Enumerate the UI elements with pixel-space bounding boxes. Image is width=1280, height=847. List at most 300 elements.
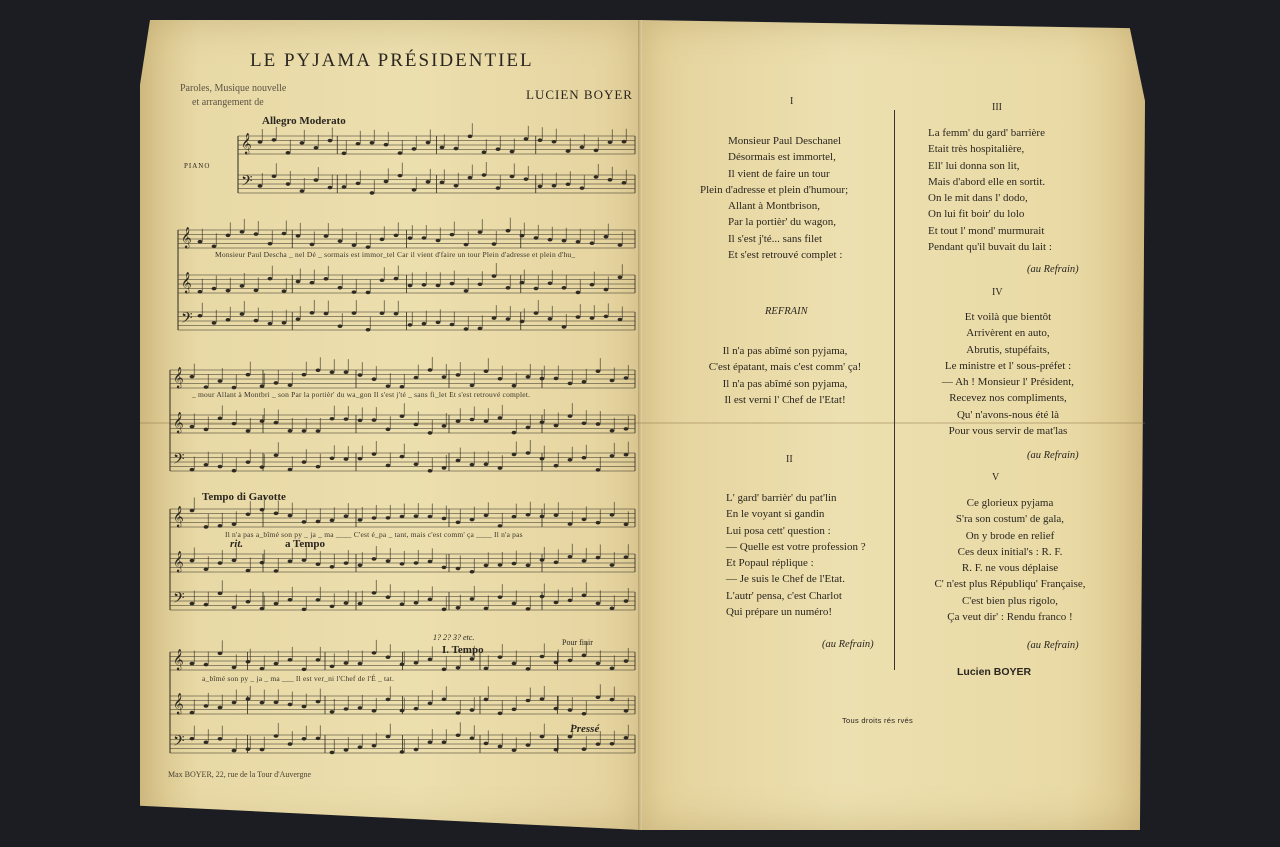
verse-1-number: I xyxy=(790,96,794,107)
note-head xyxy=(358,602,363,606)
verse-line: C'est bien plus rigolo, xyxy=(961,594,1059,607)
note-head xyxy=(288,429,293,433)
note-head xyxy=(408,284,413,288)
note-head xyxy=(398,151,403,155)
au-refrain-2: (au Refrain) xyxy=(822,639,874,650)
note-head xyxy=(246,697,251,701)
note-head xyxy=(526,699,531,703)
note-head xyxy=(344,370,349,374)
song-title: LE PYJAMA PRÉSIDENTIEL xyxy=(250,50,534,71)
note-head xyxy=(218,561,223,565)
refrain-line: Il n'a pas abîmé son pyjama, xyxy=(722,377,848,390)
verse-line: Pendant qu'il buvait du lait : xyxy=(928,241,1052,254)
note-head xyxy=(576,315,581,319)
note-head xyxy=(512,515,517,519)
note-head xyxy=(436,284,441,288)
verse-line: Désormais est immortel, xyxy=(728,151,836,164)
note-head xyxy=(232,522,237,526)
note-head xyxy=(400,515,405,519)
note-head xyxy=(358,563,363,567)
note-head xyxy=(268,242,273,246)
note-head xyxy=(246,512,251,516)
verse-line: — Ah ! Monsieur l' Président, xyxy=(941,376,1075,389)
note-head xyxy=(456,419,461,423)
note-head xyxy=(506,229,511,233)
note-head xyxy=(470,384,475,388)
note-head xyxy=(498,466,503,470)
note-head xyxy=(274,512,279,516)
note-head xyxy=(498,524,503,528)
note-head xyxy=(596,521,601,525)
note-head xyxy=(470,463,475,467)
note-head xyxy=(328,139,333,143)
note-head xyxy=(526,451,531,455)
clef-icon: 𝄢 xyxy=(173,732,185,754)
note-head xyxy=(198,240,203,244)
note-head xyxy=(190,662,195,666)
note-head xyxy=(380,278,385,282)
note-head xyxy=(512,708,517,712)
note-head xyxy=(310,311,315,315)
note-head xyxy=(316,598,321,602)
note-head xyxy=(386,464,391,468)
clef-icon: 𝄞 xyxy=(173,551,184,573)
note-head xyxy=(190,468,195,472)
note-head xyxy=(454,147,459,151)
clef-icon: 𝄞 xyxy=(181,272,192,294)
note-head xyxy=(456,606,461,610)
note-head xyxy=(218,417,223,421)
note-head xyxy=(268,322,273,326)
note-head xyxy=(344,707,349,711)
note-head xyxy=(492,316,497,320)
note-head xyxy=(342,152,347,156)
note-head xyxy=(624,659,629,663)
note-head xyxy=(232,666,237,670)
verse-line: Monsieur Paul Deschanel xyxy=(728,135,842,147)
note-head xyxy=(440,181,445,185)
note-head xyxy=(302,373,307,377)
note-head xyxy=(246,569,251,573)
note-head xyxy=(562,239,567,243)
note-head xyxy=(414,423,419,427)
note-head xyxy=(412,188,417,192)
note-head xyxy=(548,281,553,285)
note-head xyxy=(204,428,209,432)
verse-line: On y brode en relief xyxy=(965,529,1055,542)
note-head xyxy=(386,427,391,431)
note-head xyxy=(540,697,545,701)
note-head xyxy=(548,317,553,321)
note-head xyxy=(426,141,431,145)
note-head xyxy=(540,655,545,659)
note-head xyxy=(450,323,455,327)
note-head xyxy=(246,373,251,377)
note-head xyxy=(218,379,223,383)
note-head xyxy=(260,748,265,752)
note-head xyxy=(316,737,321,741)
tempo-marking-2: Tempo di Gavotte xyxy=(202,491,286,503)
note-head xyxy=(428,368,433,372)
note-head xyxy=(372,591,377,595)
publisher-line: Max BOYER, 22, rue de la Tour d'Auvergne xyxy=(168,770,312,779)
note-head xyxy=(624,453,629,457)
note-head xyxy=(400,562,405,566)
clef-icon: 𝄞 xyxy=(173,412,184,434)
note-head xyxy=(400,455,405,459)
note-head xyxy=(232,749,237,753)
note-head xyxy=(554,464,559,468)
note-head xyxy=(422,236,427,240)
note-head xyxy=(372,418,377,422)
note-head xyxy=(506,286,511,290)
note-head xyxy=(470,597,475,601)
note-head xyxy=(218,652,223,656)
refrain-line: Il est verni l' Chef de l'Etat! xyxy=(724,393,846,406)
note-head xyxy=(240,284,245,288)
note-head xyxy=(232,606,237,610)
note-head xyxy=(596,422,601,426)
note-head xyxy=(218,592,223,596)
note-head xyxy=(520,320,525,324)
note-head xyxy=(512,384,517,388)
verse-line: Ce glorieux pyjama xyxy=(966,497,1054,509)
note-head xyxy=(358,518,363,522)
note-head xyxy=(414,707,419,711)
note-head xyxy=(512,431,517,435)
note-head xyxy=(484,564,489,568)
note-head xyxy=(498,416,503,420)
note-head xyxy=(610,667,615,671)
note-head xyxy=(260,607,265,611)
column-separator xyxy=(894,110,895,670)
note-head xyxy=(356,142,361,146)
note-head xyxy=(386,384,391,388)
note-head xyxy=(324,277,329,281)
lyrics-line-2: _ mour Allant à Montbri _ son Par la portièr' du wa_gon Il s'est j'té _ sans fi_let Et s'est retrouvé complet. xyxy=(192,390,531,399)
refrain-line: C'est épatant, mais c'est comm' ça! xyxy=(708,361,862,374)
note-head xyxy=(484,419,489,423)
note-head xyxy=(316,520,321,524)
note-head xyxy=(590,316,595,320)
note-head xyxy=(272,174,277,178)
presse-marking: Pressé xyxy=(570,723,600,735)
note-head xyxy=(190,602,195,606)
note-head xyxy=(260,701,265,705)
note-head xyxy=(372,452,377,456)
note-head xyxy=(400,750,405,754)
verse-line: — Je suis le Chef de l'Etat. xyxy=(726,573,845,586)
note-head xyxy=(622,140,627,144)
piano-label: PIANO xyxy=(184,162,211,170)
tempo-marking-1: Allegro Moderato xyxy=(262,115,346,127)
note-head xyxy=(386,559,391,563)
note-head xyxy=(510,150,515,154)
note-head xyxy=(428,598,433,602)
note-head xyxy=(302,558,307,562)
note-head xyxy=(282,321,287,325)
note-head xyxy=(190,737,195,741)
note-head xyxy=(538,185,543,189)
verse-line: Recevez nos compliments, xyxy=(949,392,1067,405)
note-head xyxy=(372,709,377,713)
credit-line-1: Paroles, Musique nouvelle xyxy=(180,83,287,94)
note-head xyxy=(204,603,209,607)
note-head xyxy=(540,457,545,461)
note-head xyxy=(212,244,217,248)
note-head xyxy=(540,735,545,739)
note-head xyxy=(414,561,419,565)
note-head xyxy=(512,562,517,566)
note-head xyxy=(520,281,525,285)
note-head xyxy=(288,658,293,662)
note-head xyxy=(568,522,573,526)
note-head xyxy=(428,560,433,564)
note-head xyxy=(330,370,335,374)
note-head xyxy=(344,514,349,518)
verse-line: Il s'est j'té... sans filet xyxy=(728,232,823,245)
note-head xyxy=(456,459,461,463)
note-head xyxy=(258,140,263,144)
note-head xyxy=(442,375,447,379)
note-head xyxy=(190,375,195,379)
note-head xyxy=(610,429,615,433)
verse-line: Qu' n'avons-nous été là xyxy=(956,408,1060,421)
verse-5-number: V xyxy=(992,472,1000,483)
note-head xyxy=(286,182,291,186)
note-head xyxy=(484,667,489,671)
note-head xyxy=(296,234,301,238)
note-head xyxy=(610,379,615,383)
note-head xyxy=(254,232,259,236)
verse-line: Etait très hospitalière, xyxy=(928,143,1025,156)
note-head xyxy=(358,457,363,461)
note-head xyxy=(498,745,503,749)
note-head xyxy=(484,514,489,518)
clef-icon: 𝄞 xyxy=(173,506,184,528)
note-head xyxy=(372,651,377,655)
note-head xyxy=(372,377,377,381)
note-head xyxy=(288,468,293,472)
au-refrain-3: (au Refrain) xyxy=(1027,264,1079,275)
note-head xyxy=(400,602,405,606)
note-head xyxy=(484,742,489,746)
note-head xyxy=(470,570,475,574)
note-head xyxy=(240,230,245,234)
note-head xyxy=(338,239,343,243)
note-head xyxy=(218,737,223,741)
note-head xyxy=(288,383,293,387)
note-head xyxy=(198,290,203,294)
note-head xyxy=(316,700,321,704)
note-head xyxy=(582,747,587,751)
note-head xyxy=(470,657,475,661)
note-head xyxy=(582,456,587,460)
note-head xyxy=(398,174,403,178)
note-head xyxy=(342,185,347,189)
verse-line: Et Popaul réplique : xyxy=(726,557,814,570)
verse-line: Il vient de faire un tour xyxy=(728,167,830,180)
note-head xyxy=(358,419,363,423)
note-head xyxy=(282,232,287,236)
note-head xyxy=(428,515,433,519)
note-head xyxy=(428,658,433,662)
note-head xyxy=(316,465,321,469)
clef-icon: 𝄞 xyxy=(173,367,184,389)
note-head xyxy=(218,465,223,469)
verse-line: La femm' du gard' barrière xyxy=(928,127,1045,139)
note-head xyxy=(408,323,413,327)
note-head xyxy=(512,453,517,457)
note-head xyxy=(568,659,573,663)
verse-3 xyxy=(928,125,1052,255)
note-head xyxy=(372,744,377,748)
verse-1 xyxy=(700,133,849,263)
note-head xyxy=(618,243,623,247)
note-head xyxy=(400,709,405,713)
note-head xyxy=(498,377,503,381)
clef-icon: 𝄞 xyxy=(181,227,192,249)
note-head xyxy=(288,514,293,518)
note-head xyxy=(328,186,333,190)
note-head xyxy=(226,318,231,322)
note-head xyxy=(436,321,441,325)
note-head xyxy=(288,703,293,707)
note-head xyxy=(624,427,629,431)
note-head xyxy=(568,555,573,559)
note-head xyxy=(582,518,587,522)
note-head xyxy=(190,509,195,513)
note-head xyxy=(246,660,251,664)
note-head xyxy=(610,563,615,567)
note-head xyxy=(302,668,307,672)
note-head xyxy=(496,147,501,151)
note-head xyxy=(302,460,307,464)
note-head xyxy=(314,146,319,150)
note-head xyxy=(414,376,419,380)
note-head xyxy=(412,147,417,151)
note-head xyxy=(370,141,375,145)
note-head xyxy=(566,182,571,186)
note-head xyxy=(554,561,559,565)
verse-line: En le voyant si gandin xyxy=(726,508,825,521)
note-head xyxy=(246,747,251,751)
note-head xyxy=(218,524,223,528)
verse-2 xyxy=(726,490,866,620)
note-head xyxy=(464,289,469,293)
note-head xyxy=(296,280,301,284)
note-head xyxy=(526,426,531,430)
note-head xyxy=(386,698,391,702)
verse-line: Mais d'abord elle en sortit. xyxy=(928,175,1046,188)
note-head xyxy=(226,289,231,293)
note-head xyxy=(358,662,363,666)
note-head xyxy=(548,238,553,242)
note-head xyxy=(282,289,287,293)
note-head xyxy=(554,601,559,605)
note-head xyxy=(534,311,539,315)
note-head xyxy=(414,462,419,466)
au-refrain-4: (au Refrain) xyxy=(1027,450,1079,461)
note-head xyxy=(554,424,559,428)
note-head xyxy=(300,189,305,193)
verse-line: R. F. ne vous déplaise xyxy=(961,562,1059,575)
note-head xyxy=(436,239,441,243)
note-head xyxy=(372,557,377,561)
note-head xyxy=(618,275,623,279)
note-head xyxy=(344,661,349,665)
note-head xyxy=(310,243,315,247)
note-head xyxy=(344,417,349,421)
note-head xyxy=(428,431,433,435)
note-head xyxy=(372,516,377,520)
author-name: LUCIEN BOYER xyxy=(526,87,633,102)
note-head xyxy=(274,569,279,573)
note-head xyxy=(330,456,335,460)
note-head xyxy=(526,667,531,671)
note-head xyxy=(582,594,587,598)
note-head xyxy=(274,701,279,705)
note-head xyxy=(624,599,629,603)
note-head xyxy=(414,748,419,752)
note-head xyxy=(554,707,559,711)
note-head xyxy=(482,173,487,177)
note-head xyxy=(596,742,601,746)
note-head xyxy=(596,556,601,560)
clef-icon: 𝄢 xyxy=(241,172,253,194)
note-head xyxy=(302,705,307,709)
note-head xyxy=(400,414,405,418)
note-head xyxy=(302,520,307,524)
note-head xyxy=(484,698,489,702)
note-head xyxy=(274,662,279,666)
note-head xyxy=(624,736,629,740)
note-head xyxy=(274,421,279,425)
note-head xyxy=(394,277,399,281)
note-head xyxy=(254,319,259,323)
clef-icon: 𝄞 xyxy=(173,693,184,715)
note-head xyxy=(246,429,251,433)
note-head xyxy=(380,238,385,242)
note-head xyxy=(288,598,293,602)
verse-line: Lui posa cett' question : xyxy=(726,524,831,537)
note-head xyxy=(562,286,567,290)
note-head xyxy=(590,283,595,287)
clef-icon: 𝄞 xyxy=(241,133,252,155)
clef-icon: 𝄢 xyxy=(173,450,185,472)
verse-line: On lui fit boir' du lolo xyxy=(928,208,1025,221)
note-head xyxy=(442,517,447,521)
note-head xyxy=(506,317,511,321)
music-staves xyxy=(140,20,640,830)
note-head xyxy=(428,469,433,473)
note-head xyxy=(498,655,503,659)
note-head xyxy=(232,422,237,426)
note-head xyxy=(540,595,545,599)
note-head xyxy=(624,523,629,527)
note-head xyxy=(478,282,483,286)
note-head xyxy=(258,184,263,188)
note-head xyxy=(582,654,587,658)
note-head xyxy=(442,668,447,672)
note-head xyxy=(554,661,559,665)
note-head xyxy=(526,375,531,379)
note-head xyxy=(366,328,371,332)
note-head xyxy=(456,666,461,670)
author-signature: Lucien BOYER xyxy=(957,666,1032,678)
rights-notice: Tous droits rés rvés xyxy=(842,716,914,725)
verse-line: Pour vous servir de mat'las xyxy=(948,425,1068,438)
